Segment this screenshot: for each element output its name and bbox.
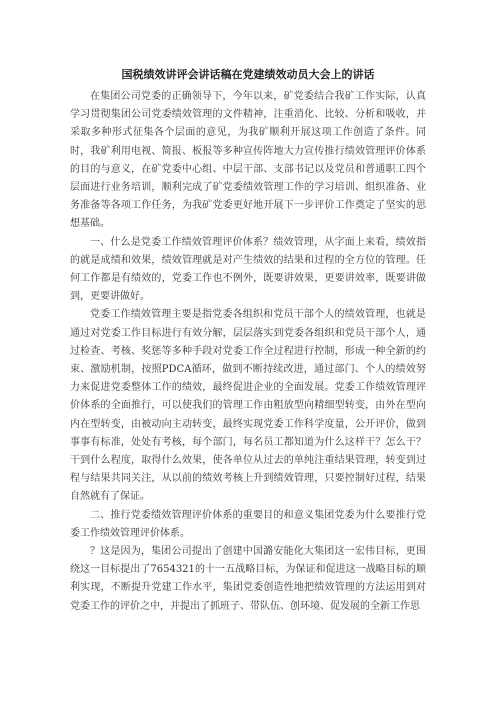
document-title: 国税绩效讲评会讲话稿在党建绩效动员大会上的讲话: [121, 68, 375, 81]
paragraph-section-1-detail: 党委工作绩效管理主要是指党委各组织和党员干部个人的绩效管理，也就是通过对党委工作目标进行有效分解，层层落实到党委各组织和党员干部个人，通过检查、考核、奖惩等多种手段对党委工作全过程进行控制，形成一种全新的约束、激励机制，按照PDCA循环，做到不断持续改进，通过部门、个人的绩效努力来促进党委整体工作的绩效，最终促进企业的全面发展。党委工作绩效管理评价体系的全面推行，可以使我们的管理工作由粗放型向精细型转变，由外在型向内在型转变，由被动向主动转变，最终实现党委工作科学度量，公开评价，做到事事有标准，处处有考核，每个部门，每名员工都知道为什么这样干？怎么干？干到什么程度，取得什么效果，使各单位从过去的单纯注重结果管理，转变到过程与结果共同关注，从以前的绩效考核上升到绩效管理，只要控制好过程，结果自然就有了保证。: [70, 309, 426, 503]
paragraph-section-1: 一、什么是党委工作绩效管理评价体系？绩效管理，从字面上来看，绩效指的就是成绩和效果，绩效管理就是对产生绩效的结果和过程的全方位的管理。任何工作都是有绩效的，党委工作也不例外，既要讲效果，更要讲效率，既要讲做到，更要讲做好。: [70, 236, 426, 303]
paragraph-section-2-detail: ？这是因为，集团公司提出了创建中国潞安能化大集团这一宏伟目标，更围绕这一目标提出了7654321的十一五战略目标，为保证和促进这一战略目标的顺利实现，不断提升党建工作水平，集团党委创造性地把绩效管理的方法运用到对党委工作的评价之中，并提出了抓班子、带队伍、创环境、促发展的全新工作思: [70, 546, 426, 612]
document-body: [70, 88, 426, 616]
paragraph-intro: 在集团公司党委的正确领导下，今年以来，矿党委结合我矿工作实际，认真学习贯彻集团公司党委绩效管理的文件精神，注重消化、比较、分析和吸收，并采取多种形式征集各个层面的意见，为我矿顺利开展这项工作创造了条件。同时，我矿利用电视、简报、板报等多种宣传阵地大力宣传推行绩效管理评价体系的目的与意义，在矿党委中心组、中层干部、支部书记以及党员和普通职工四个层面进行业务培训，顺利完成了矿党委绩效管理工作的学习培训、组织准备、业务准备等各项工作任务，为我矿党委更好地开展下一步评价工作奠定了坚实的思想基础。: [70, 91, 426, 230]
paragraph-section-2: 二、推行党委绩效管理评价体系的重要目的和意义集团党委为什么要推行党委工作绩效管理评价体系。: [70, 509, 426, 539]
